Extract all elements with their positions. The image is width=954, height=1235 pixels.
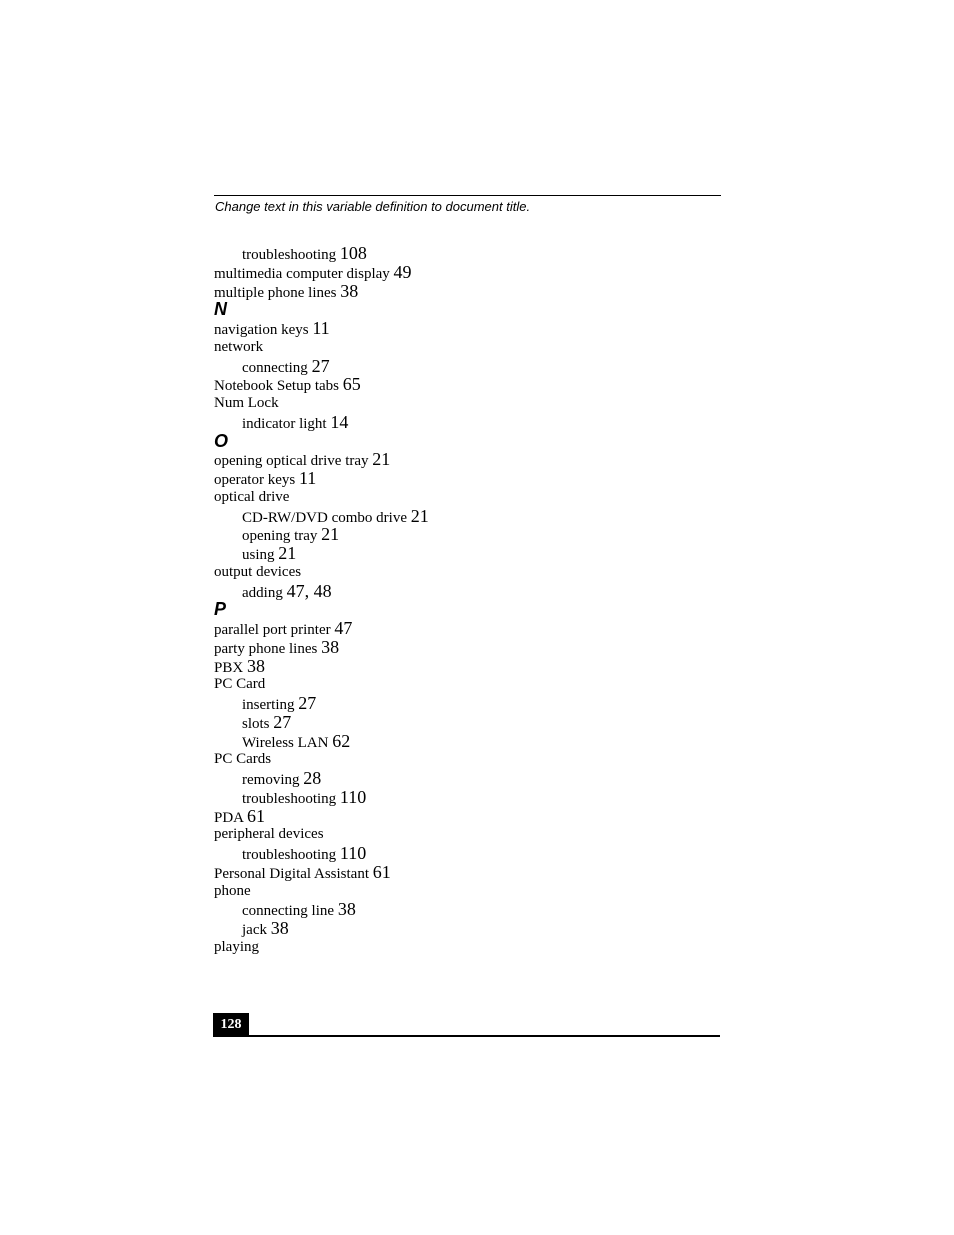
index-subentry xyxy=(214,788,429,807)
index-page-ref: 108 xyxy=(339,243,367,263)
running-header-title: Change text in this variable definition to document title. xyxy=(215,199,531,214)
index-subentry xyxy=(214,582,429,601)
index-entry xyxy=(214,657,429,676)
index-term: Num Lock xyxy=(214,395,279,411)
index-page-ref: 49 xyxy=(393,261,412,282)
index-term: slots xyxy=(242,715,270,732)
index-term: opening optical drive tray xyxy=(214,453,369,470)
index-term: Personal Digital Assistant xyxy=(214,865,369,882)
index-page-ref: 11 xyxy=(298,468,317,488)
index-subentry xyxy=(214,732,429,751)
index-term: multimedia computer display xyxy=(214,265,390,282)
index-page-ref: 11 xyxy=(312,318,330,338)
index-entry xyxy=(214,938,429,957)
index-term: Notebook Setup tabs xyxy=(214,378,339,395)
index-entry xyxy=(214,863,429,882)
page-number-box xyxy=(213,1013,249,1037)
index-page-ref: 21 xyxy=(321,524,340,545)
index-entry xyxy=(214,282,429,301)
index-term: connecting xyxy=(242,359,308,376)
index-term: PBX xyxy=(214,659,244,676)
index-list xyxy=(214,244,429,957)
index-page-ref: 110 xyxy=(339,786,367,807)
index-term: CD-RW/DVD combo drive xyxy=(242,509,407,526)
index-term: multiple phone lines xyxy=(214,284,337,301)
index-page-ref: 28 xyxy=(303,768,322,788)
index-term: navigation keys xyxy=(214,322,309,338)
index-term: connecting line xyxy=(242,903,335,920)
index-page-ref: 110 xyxy=(339,843,367,863)
index-term: PC Cards xyxy=(214,751,272,768)
index-page-ref: 27 xyxy=(311,355,330,376)
index-term: PDA xyxy=(214,809,244,826)
index-subentry xyxy=(214,769,429,788)
index-entry xyxy=(214,394,429,413)
index-entry xyxy=(214,450,429,469)
index-entry xyxy=(214,319,429,338)
index-term: Wireless LAN xyxy=(242,734,329,751)
index-section-letter: O xyxy=(214,430,229,451)
index-subentry xyxy=(214,844,429,863)
index-entry xyxy=(214,675,429,694)
index-term: operator keys xyxy=(214,472,296,488)
index-subentry xyxy=(214,244,429,263)
index-term: playing xyxy=(214,938,259,955)
index-term: indicator light xyxy=(242,415,327,432)
index-page-ref: 38 xyxy=(246,655,265,676)
index-page-ref: 21 xyxy=(278,543,297,563)
index-page-ref: 38 xyxy=(340,280,359,301)
index-term: inserting xyxy=(242,697,295,713)
index-subentry xyxy=(214,357,429,376)
index-term: parallel port printer xyxy=(214,622,331,638)
index-subentry xyxy=(214,900,429,919)
index-subentry xyxy=(214,413,429,432)
index-term: troubleshooting xyxy=(242,247,337,263)
index-entry xyxy=(214,619,429,638)
index-page-ref: 21 xyxy=(410,505,429,526)
index-term: removing xyxy=(242,772,300,788)
index-entry xyxy=(214,263,429,282)
index-section-letter: P xyxy=(214,599,227,620)
index-subentry xyxy=(214,713,429,732)
index-page-ref: 47, 48 xyxy=(286,580,332,601)
index-subentry xyxy=(214,694,429,713)
index-entry xyxy=(214,750,429,769)
index-entry xyxy=(214,488,429,507)
index-entry xyxy=(214,375,429,394)
header-rule xyxy=(214,195,721,196)
index-term: adding xyxy=(242,584,283,601)
index-page-ref: 38 xyxy=(321,636,340,657)
index-page-ref: 61 xyxy=(246,805,265,826)
index-entry xyxy=(214,469,429,488)
footer-rule xyxy=(213,1035,720,1037)
index-page-ref: 14 xyxy=(330,411,349,432)
index-page-ref: 38 xyxy=(270,918,289,938)
index-page-ref: 21 xyxy=(372,449,391,470)
index-term: troubleshooting xyxy=(242,790,337,807)
index-subentry xyxy=(214,919,429,938)
index-entry xyxy=(214,638,429,657)
index-page-ref: 47 xyxy=(334,618,353,638)
index-subentry xyxy=(214,507,429,526)
index-term: network xyxy=(214,338,264,355)
index-term: optical drive xyxy=(214,488,290,505)
index-term: PC Card xyxy=(214,676,266,693)
index-term: opening tray xyxy=(242,528,318,545)
index-term: output devices xyxy=(214,563,302,580)
page-number: 128 xyxy=(220,1017,242,1032)
index-page-ref: 61 xyxy=(372,861,391,882)
index-term: party phone lines xyxy=(214,640,318,657)
index-term: troubleshooting xyxy=(242,847,337,863)
index-entry xyxy=(214,338,429,357)
index-subentry xyxy=(214,544,429,563)
index-term: using xyxy=(242,547,275,563)
index-entry xyxy=(214,825,429,844)
index-page-ref: 62 xyxy=(332,730,351,751)
index-page-ref: 65 xyxy=(342,374,361,395)
index-term: jack xyxy=(242,922,267,938)
index-page-ref: 38 xyxy=(337,899,356,920)
index-term: peripheral devices xyxy=(214,826,324,843)
index-section-letter: N xyxy=(214,299,227,320)
index-page-ref: 27 xyxy=(273,711,292,732)
index-entry xyxy=(214,882,429,901)
index-page-ref: 27 xyxy=(298,693,317,713)
index-subentry xyxy=(214,525,429,544)
index-entry xyxy=(214,807,429,826)
index-entry xyxy=(214,563,429,582)
index-term: phone xyxy=(214,882,251,899)
